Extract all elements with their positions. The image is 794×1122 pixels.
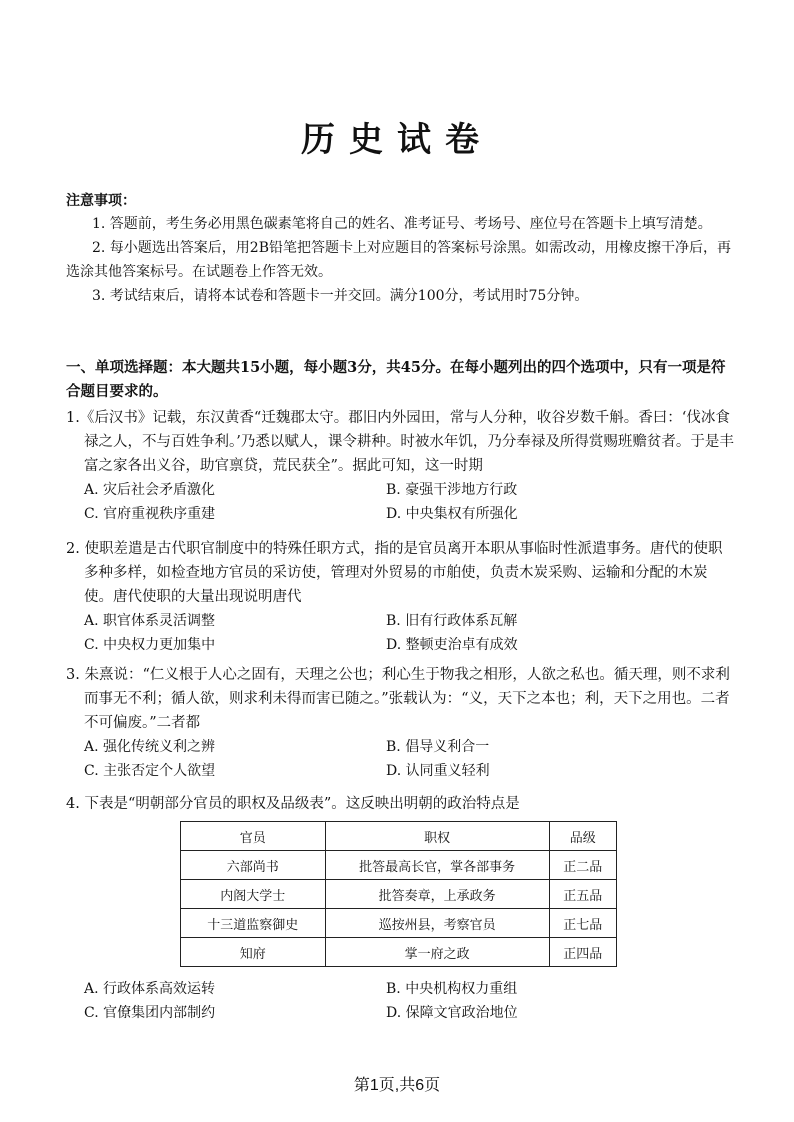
option-d: D. 整顿吏治卓有成效 (386, 637, 518, 653)
option-c: C. 官僚集团内部制约 (84, 1005, 216, 1021)
page-footer: 第1页,共6页 (353, 1077, 441, 1094)
option-b: B. 豪强干涉地方行政 (386, 482, 518, 498)
section-heading: 一、单项选择题：本大题共15小题，每小题3分，共45分。在每小题列出的四个选项中，只有一项是符合题目要求的。 (66, 359, 726, 400)
table-header: 官员 (181, 822, 326, 851)
table-cell: 内阁大学士 (181, 880, 326, 909)
table-row (181, 880, 617, 909)
options (84, 977, 734, 1025)
option-a: A. 强化传统义利之辨 (84, 739, 216, 755)
notice-item: 3. 考试结束后，请将本试卷和答题卡一并交回。满分100分，考试用时75分钟。 (92, 288, 589, 304)
table-cell: 批答最高长官，掌各部事务 (325, 851, 549, 880)
table-cell: 巡按州县，考察官员 (325, 909, 549, 938)
table-cell: 正四品 (549, 938, 616, 967)
table-cell: 十三道监察御史 (181, 909, 326, 938)
option-a: A. 灾后社会矛盾激化 (84, 482, 216, 498)
option-d: D. 保障文官政治地位 (386, 1005, 518, 1021)
table-cell: 掌一府之政 (325, 938, 549, 967)
option-c: C. 中央权力更加集中 (84, 637, 216, 653)
table-row (181, 851, 617, 880)
officials-table (180, 821, 617, 967)
notice-heading: 注意事项： (66, 193, 136, 209)
question-stem: 1.《后汉书》记载，东汉黄香“迁魏郡太守。郡旧内外园田，常与人分种，收谷岁数千斛。香曰：‘伐冰食禄之人，不与百姓争利。’乃悉以赋人，课令耕种。时被水年饥，乃分奉禄及所得赏赐班赡贫者。于是丰富之家各出义谷，助官禀贷，荒民获全”。据此可知，这一时期 (66, 410, 734, 474)
notice-item: 2. 每小题选出答案后，用2B铅笔把答题卡上对应题目的答案标号涂黑。如需改动，用橡皮擦干净后，再选涂其他答案标号。在试题卷上作答无效。 (66, 240, 732, 280)
question-3 (66, 663, 734, 783)
table-cell: 六部尚书 (181, 851, 326, 880)
exam-title: 历史试卷 (301, 120, 493, 160)
question-1 (66, 406, 734, 526)
option-a: A. 职官体系灵活调整 (84, 613, 216, 629)
options (84, 735, 734, 783)
table-cell: 正五品 (549, 880, 616, 909)
table-cell: 正七品 (549, 909, 616, 938)
question-4 (66, 792, 734, 816)
options (84, 478, 734, 526)
table-row (181, 938, 617, 967)
question-4-options (66, 977, 734, 1025)
table-cell: 知府 (181, 938, 326, 967)
question-2 (66, 537, 734, 657)
option-b: B. 中央机构权力重组 (386, 981, 518, 997)
table-row (181, 909, 617, 938)
table-cell: 批答奏章，上承政务 (325, 880, 549, 909)
option-d: D. 认同重义轻利 (386, 763, 490, 779)
option-c: C. 官府重视秩序重建 (84, 506, 216, 522)
question-stem: 2. 使职差遣是古代职官制度中的特殊任职方式，指的是官员离开本职从事临时性派遣事务。唐代的使职多种多样，如检查地方官员的采访使，管理对外贸易的市舶使，负责木炭采购、运输和分配的木炭使。唐代使职的大量出现说明唐代 (66, 541, 723, 605)
options (84, 609, 734, 657)
notice-item: 1. 答题前，考生务必用黑色碳素笔将自己的姓名、准考证号、考场号、座位号在答题卡上填写清楚。 (92, 216, 712, 232)
option-b: B. 倡导义利合一 (386, 739, 490, 755)
option-a: A. 行政体系高效运转 (84, 981, 216, 997)
question-stem: 3. 朱熹说：“仁义根于人心之固有，天理之公也；利心生于物我之相形，人欲之私也。循天理，则不求利而事无不利；循人欲，则求利未得而害已随之。”张载认为：“义，天下之本也；利，天下之用也。二者不可偏废。”二者都 (66, 667, 730, 731)
option-b: B. 旧有行政体系瓦解 (386, 613, 518, 629)
table-cell: 正二品 (549, 851, 616, 880)
table-header-row (181, 822, 617, 851)
table-header: 品级 (549, 822, 616, 851)
question-stem: 4. 下表是“明朝部分官员的职权及品级表”。这反映出明朝的政治特点是 (66, 796, 520, 812)
notice-list (66, 212, 734, 308)
table-header: 职权 (325, 822, 549, 851)
option-d: D. 中央集权有所强化 (386, 506, 518, 522)
option-c: C. 主张否定个人欲望 (84, 763, 216, 779)
